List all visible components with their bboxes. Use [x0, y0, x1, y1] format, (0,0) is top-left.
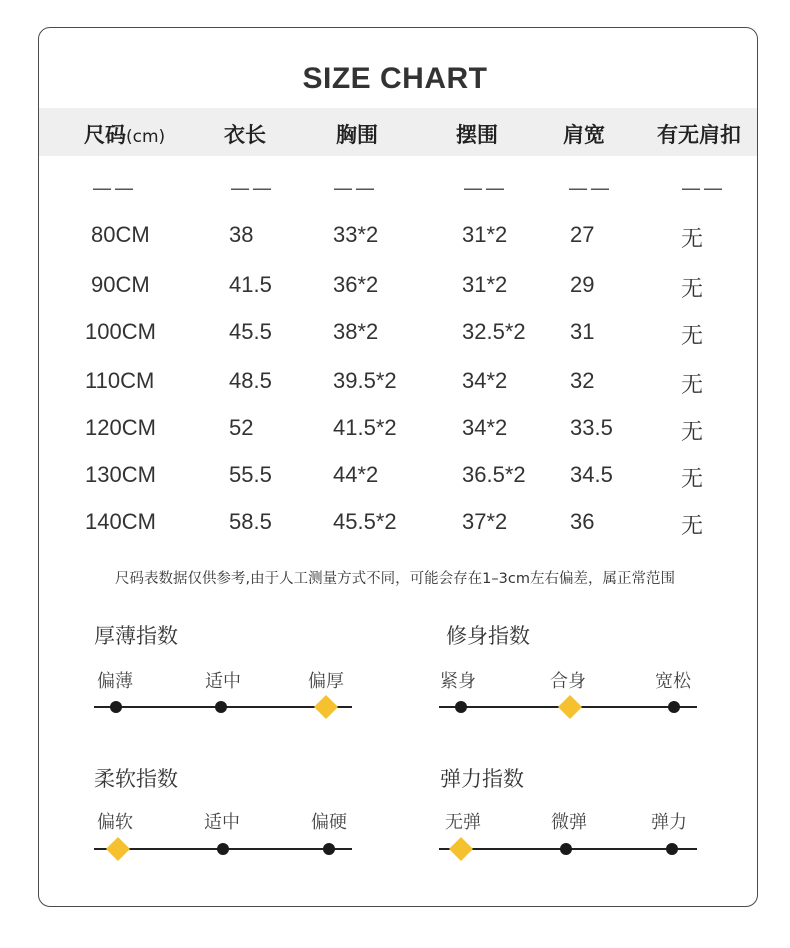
table-cell: 38*2: [333, 319, 379, 344]
fit-label: 宽松: [655, 671, 691, 692]
thickness-scale-dot: [215, 701, 227, 713]
table-cell: 无: [681, 323, 704, 348]
table-cell: 36.5*2: [462, 462, 526, 487]
table-cell: 无: [681, 276, 704, 301]
table-cell: 41.5*2: [333, 415, 397, 440]
table-cell: 90CM: [91, 272, 150, 297]
softness-label: 偏硬: [311, 812, 347, 833]
softness-selected-marker: [106, 837, 130, 861]
table-cell: 45.5*2: [333, 509, 397, 534]
fit-index-title: 修身指数: [446, 624, 530, 648]
header-hem: 摆围: [456, 123, 498, 147]
elasticity-index-title: 弹力指数: [440, 767, 524, 791]
elasticity-label: 微弹: [551, 812, 587, 833]
table-cell: 33*2: [333, 222, 379, 247]
table-cell: 130CM: [85, 462, 156, 487]
table-cell: 36: [570, 509, 595, 534]
thickness-index-title: 厚薄指数: [94, 624, 178, 648]
table-cell: 34*2: [462, 415, 508, 440]
table-cell: 52: [229, 415, 254, 440]
elasticity-scale-dot: [666, 843, 678, 855]
fit-selected-marker: [558, 695, 582, 719]
softness-scale-dot: [217, 843, 229, 855]
table-cell: 无: [681, 226, 704, 251]
table-cell: 无: [681, 372, 704, 397]
fit-label: 紧身: [440, 671, 476, 692]
table-cell: 41.5: [229, 272, 272, 297]
table-cell: 32.5*2: [462, 319, 526, 344]
table-cell: 无: [681, 513, 704, 538]
table-cell: 120CM: [85, 415, 156, 440]
softness-scale-dot: [323, 843, 335, 855]
table-cell: 80CM: [91, 222, 150, 247]
header-length: 衣长: [224, 123, 266, 147]
dash-cell: ——: [92, 176, 136, 200]
header-chest: 胸围: [336, 123, 378, 147]
header-size-unit: (cm): [126, 127, 166, 147]
dash-cell: ——: [568, 176, 612, 200]
header-shoulder-button: 有无肩扣: [657, 123, 741, 147]
fit-scale-dot: [668, 701, 680, 713]
table-cell: 31*2: [462, 272, 508, 297]
table-cell: 58.5: [229, 509, 272, 534]
measurement-note: 尺码表数据仅供参考,由于人工测量方式不同，可能会存在1–3cm左右偏差，属正常范围: [115, 571, 675, 587]
softness-label: 偏软: [97, 812, 133, 833]
table-cell: 100CM: [85, 319, 156, 344]
table-cell: 无: [681, 419, 704, 444]
elasticity-label: 弹力: [651, 812, 687, 833]
thickness-label: 偏薄: [97, 671, 133, 692]
table-cell: 34.5: [570, 462, 613, 487]
fit-scale-dot: [455, 701, 467, 713]
elasticity-label: 无弹: [445, 812, 481, 833]
softness-index-title: 柔软指数: [94, 767, 178, 791]
table-cell: 110CM: [85, 368, 155, 393]
table-cell: 32: [570, 368, 595, 393]
table-cell: 34*2: [462, 368, 508, 393]
table-cell: 48.5: [229, 368, 272, 393]
table-cell: 45.5: [229, 319, 272, 344]
softness-label: 适中: [204, 812, 240, 833]
dash-cell: ——: [681, 176, 725, 200]
header-shoulder: 肩宽: [563, 123, 605, 147]
table-cell: 37*2: [462, 509, 508, 534]
table-cell: 31*2: [462, 222, 508, 247]
table-cell: 无: [681, 466, 704, 491]
elasticity-selected-marker: [449, 837, 473, 861]
thickness-label: 适中: [205, 671, 241, 692]
thickness-scale-dot: [110, 701, 122, 713]
dash-cell: ——: [333, 176, 377, 200]
header-size-label: 尺码: [84, 123, 126, 147]
table-cell: 33.5: [570, 415, 613, 440]
table-cell: 31: [570, 319, 595, 344]
fit-label: 合身: [550, 671, 586, 692]
elasticity-scale-dot: [560, 843, 572, 855]
dash-cell: ——: [463, 176, 507, 200]
thickness-label: 偏厚: [308, 671, 344, 692]
dash-cell: ——: [230, 176, 274, 200]
table-cell: 38: [229, 222, 254, 247]
table-cell: 39.5*2: [333, 368, 397, 393]
table-cell: 140CM: [85, 509, 156, 534]
table-cell: 44*2: [333, 462, 379, 487]
table-cell: 55.5: [229, 462, 272, 487]
thickness-selected-marker: [314, 695, 338, 719]
table-cell: 29: [570, 272, 595, 297]
table-cell: 36*2: [333, 272, 379, 297]
page-title: SIZE CHART: [302, 62, 488, 95]
table-cell: 27: [570, 222, 595, 247]
